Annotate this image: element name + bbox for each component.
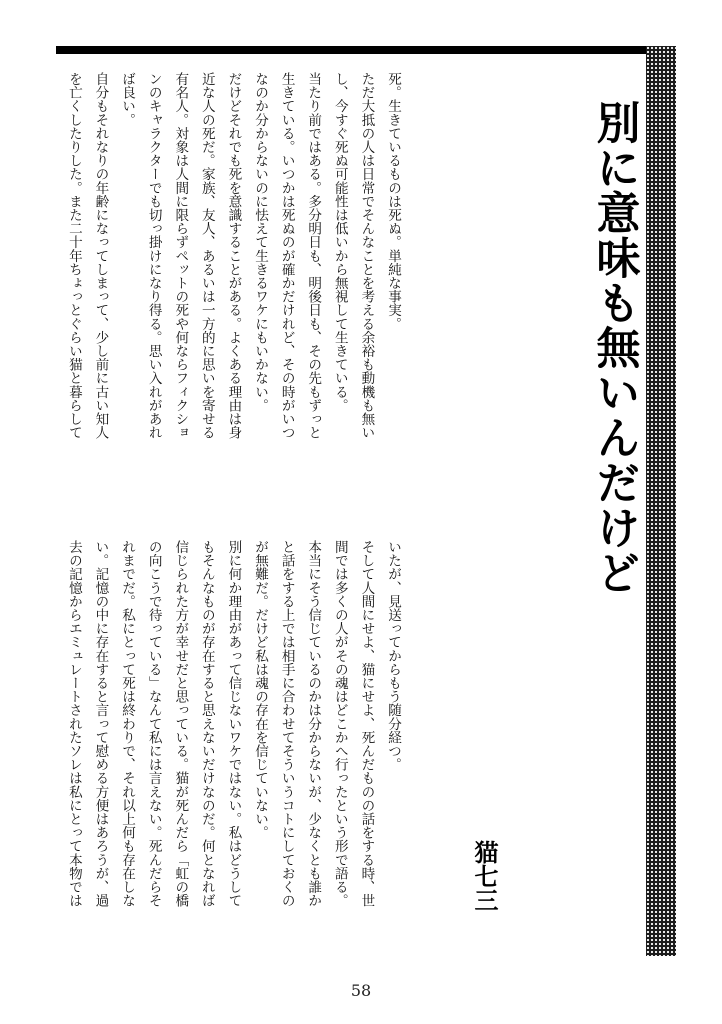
article-title: 別に意味も無いんだけど [588, 100, 640, 595]
body-line: そして人間にせよ、猫にせよ、死んだものの話をする時、世 [358, 540, 375, 908]
author-name: 猫七三 [470, 840, 498, 912]
body-line: もそんなものが存在すると思えないだけなのだ。何となれば [198, 540, 215, 908]
body-line: ンのキャラクターでも切っ掛けになり得る。思い入れがあれ [145, 72, 162, 440]
body-line: を亡くしたりした。また二十年ちょっとぐらい猫と暮らして [65, 72, 82, 440]
page-number: 58 [350, 981, 372, 1000]
body-line: なのか分からないのに怯えて生きるワケにもいかない。 [252, 72, 269, 412]
body-line: ば良い。 [119, 72, 136, 127]
body-text-lower [62, 540, 406, 960]
body-line: 有名人。対象は人間に限らずペットの死や何ならフィクショ [172, 72, 189, 440]
body-line: 本当にそう信じているのかは分からないが、少なくとも誰か [305, 540, 322, 908]
body-line: と話をする上では相手に合わせてそういうコトにしておくの [278, 540, 295, 908]
body-text-upper [62, 72, 406, 512]
body-line: だけどそれでも死を意識することがある。よくある理由は身 [225, 72, 242, 440]
body-line: 死。生きているものは死ぬ。単純な事実。 [385, 72, 401, 331]
body-line: 生きている。いつかは死ぬのが確かだけれど、その時がいつ [278, 72, 295, 440]
body-line: れまでだ。私にとって死は終わりで、それ以上何も存在しな [119, 540, 136, 908]
body-line: の向こうで待っている」なんて私には言えない。死んだらそ [145, 540, 162, 908]
body-line: 去の記憶からエミュレートされたソレは私にとって本物では [65, 540, 82, 908]
body-line: 自分もそれなりの年齢になってしまって、少し前に古い知人 [92, 72, 109, 440]
body-line: い。記憶の中に存在すると言って慰める方便はあろうが、過 [92, 540, 109, 908]
body-line: が無難だ。だけど私は魂の存在を信じていない。 [252, 540, 269, 840]
body-line: し、今すぐ死ぬ可能性は低いから無視して生きている。 [331, 72, 348, 412]
body-line: 信じられた方が幸せだと思っている。猫が死んだら「虹の橋 [172, 540, 189, 908]
body-line: 当たり前ではある。多分明日も、明後日も、その先もずっと [305, 72, 322, 440]
body-line: 間では多くの人がその魂はどこかへ行ったという形で語る。 [331, 540, 348, 908]
top-rule [56, 46, 656, 54]
body-line: ただ大抵の人は日常でそんなことを考える余裕も動機も無い [358, 72, 375, 440]
body-line: 別に何か理由があって信じないワケではない。私はどうして [225, 540, 242, 908]
body-line: 近な人の死だ。家族、友人、あるいは一方的に思いを寄せる [198, 72, 215, 440]
halftone-band [646, 46, 676, 956]
body-line: いたが、見送ってからもう随分経つ。 [385, 540, 401, 772]
